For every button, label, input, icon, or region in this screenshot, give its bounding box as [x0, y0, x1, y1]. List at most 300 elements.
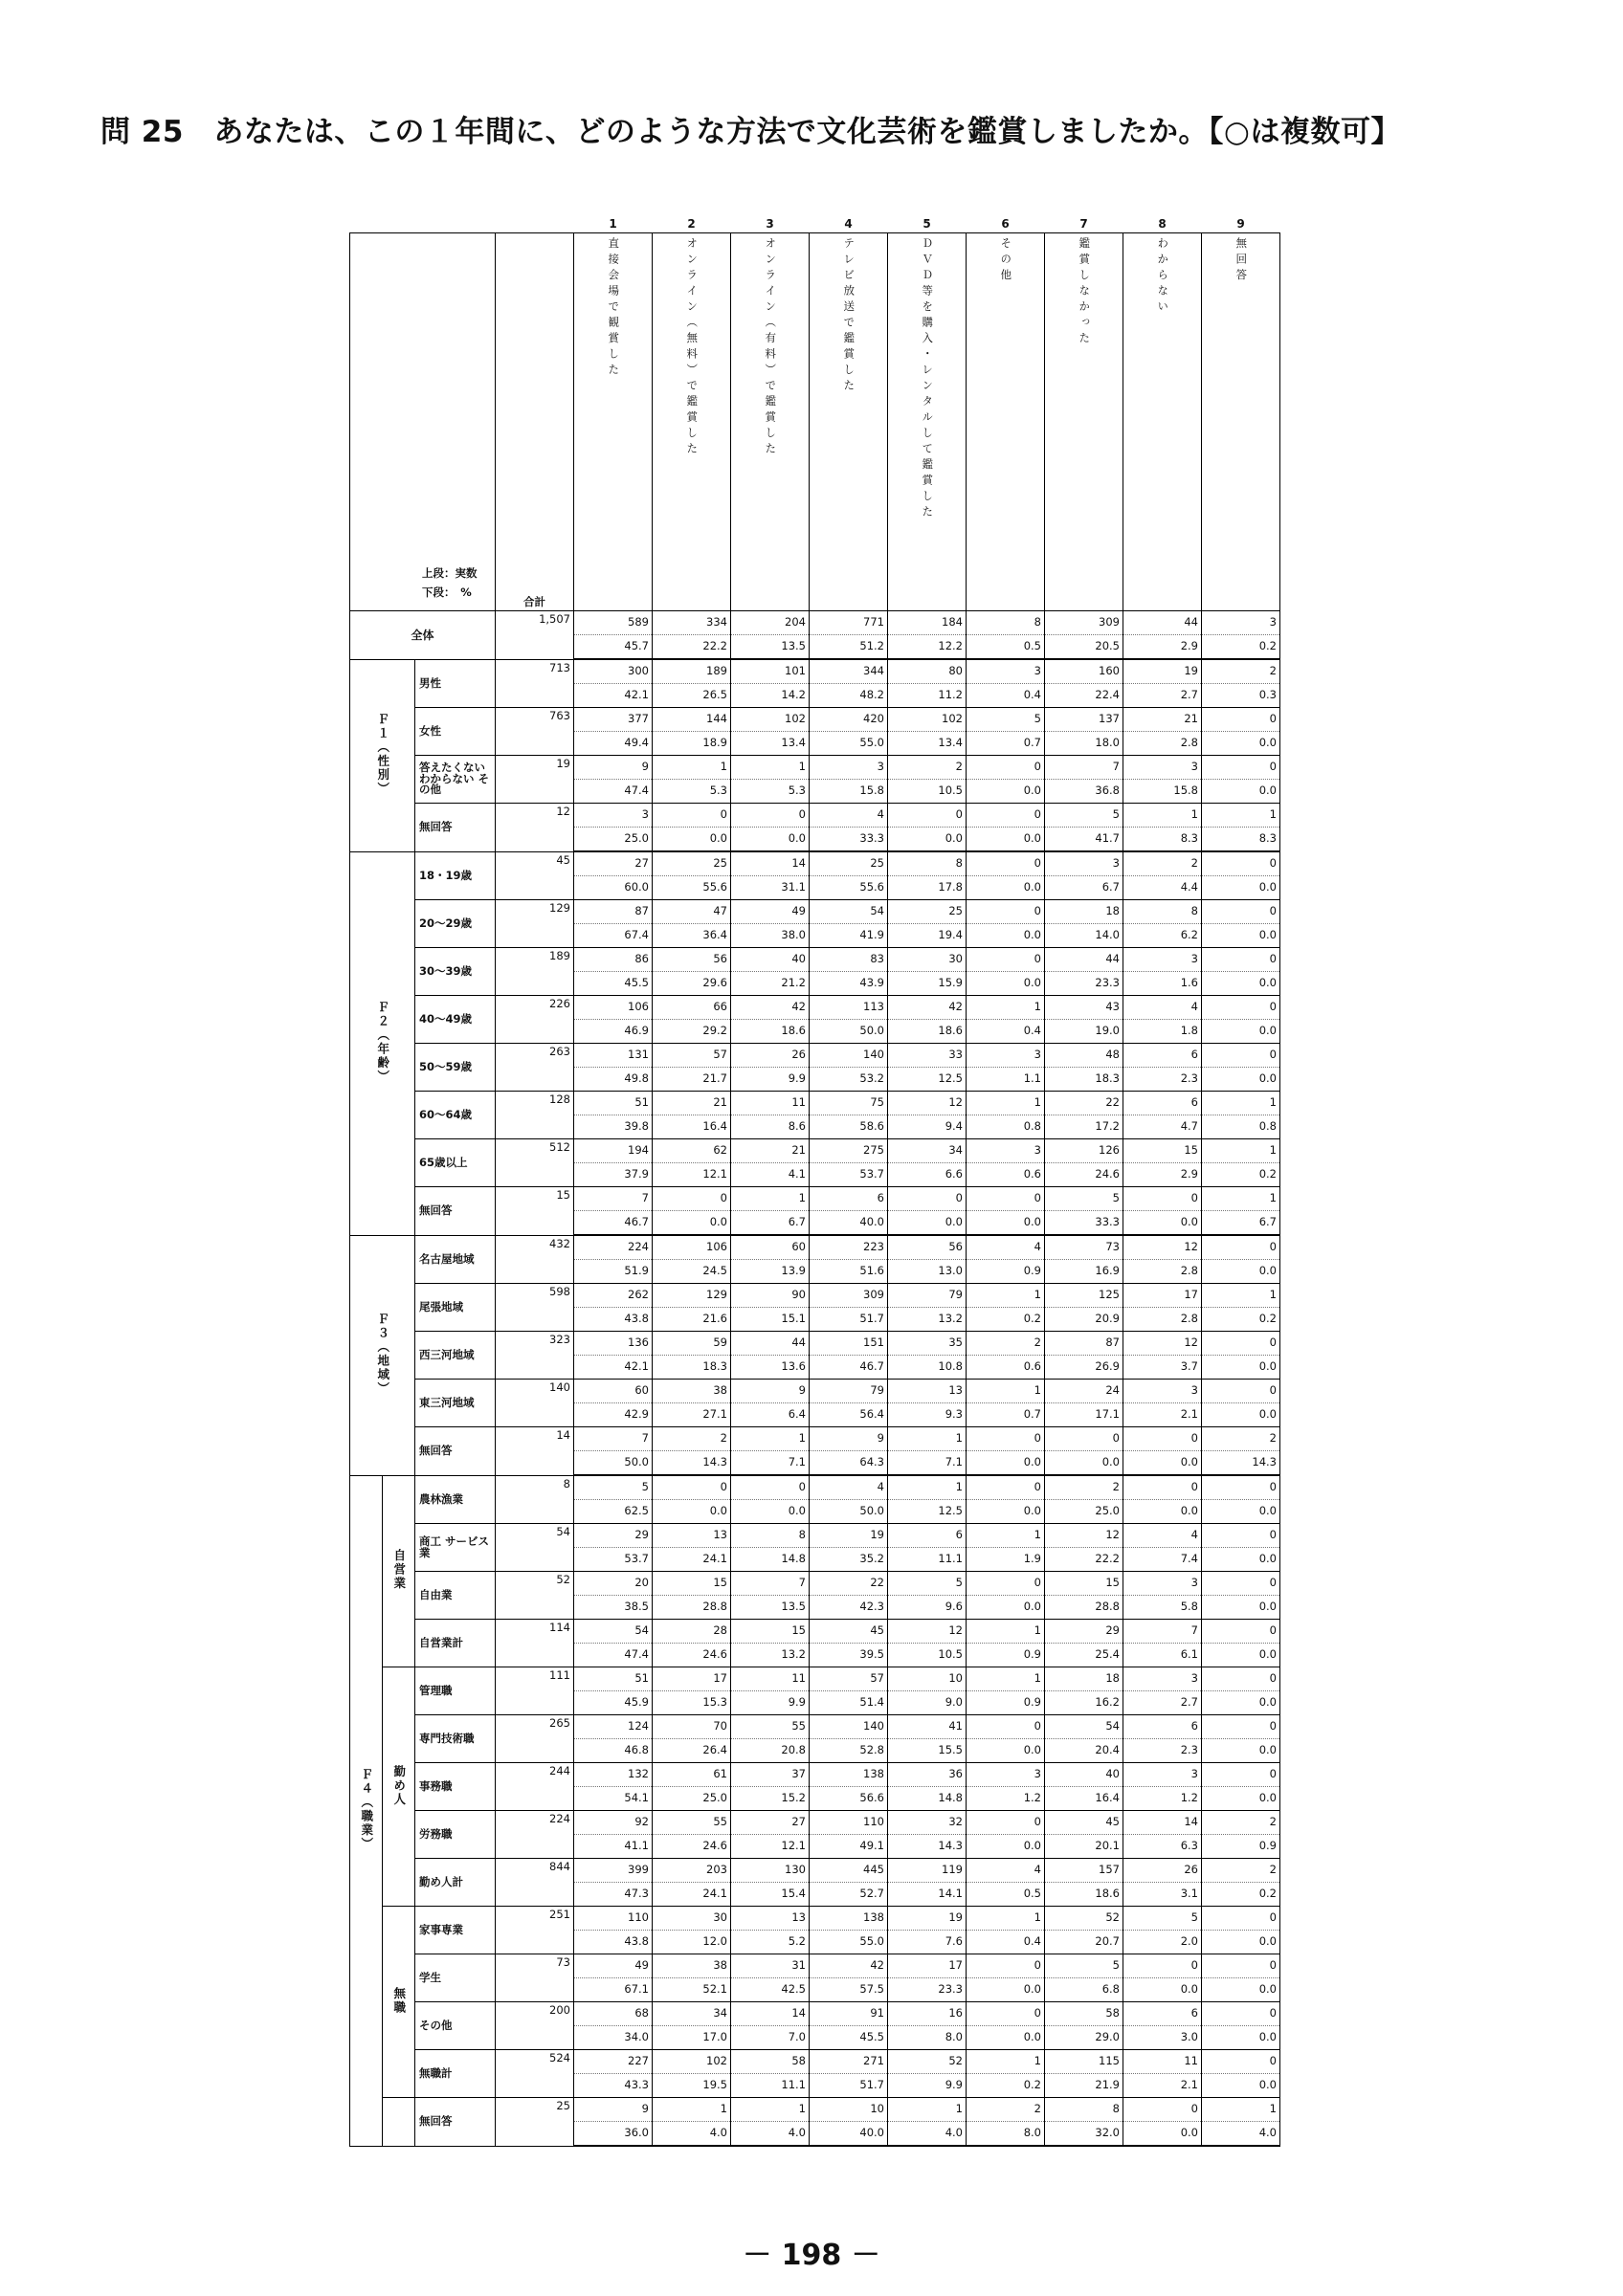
- percent-cell: 36.0: [574, 2122, 653, 2147]
- row-total: 128: [496, 1092, 574, 1139]
- count-cell: 1: [888, 1427, 967, 1451]
- percent-cell: 11.1: [731, 2074, 810, 2098]
- count-cell: 12: [1123, 1332, 1202, 1356]
- count-cell: 45: [810, 1620, 888, 1644]
- vertical-label-text: ＤＶＤ等を購入・レンタルして鑑賞した: [921, 237, 935, 521]
- percent-cell: 18.6: [1045, 1883, 1123, 1907]
- table-row-counts: [350, 1332, 1280, 1356]
- percent-cell: 0.0: [1202, 732, 1280, 756]
- percent-cell: 0.0: [1202, 1403, 1280, 1427]
- percent-cell: 2.8: [1123, 1308, 1202, 1332]
- count-cell: 5: [574, 1475, 653, 1500]
- count-cell: 79: [810, 1380, 888, 1403]
- row-label: 西三河地域: [415, 1332, 496, 1380]
- percent-cell: 41.1: [574, 1835, 653, 1859]
- column-number: 5: [923, 217, 931, 231]
- count-cell: 26: [1123, 1859, 1202, 1883]
- count-cell: 8: [731, 1524, 810, 1548]
- table-row-counts: [350, 2002, 1280, 2026]
- percent-cell: 9.3: [888, 1403, 967, 1427]
- percent-cell: 0.0: [888, 1211, 967, 1236]
- count-cell: 36: [888, 1763, 967, 1787]
- row-total: 129: [496, 900, 574, 948]
- row-total: 189: [496, 948, 574, 996]
- count-cell: 18: [1045, 900, 1123, 924]
- percent-cell: 46.7: [574, 1211, 653, 1236]
- count-cell: 1: [967, 1092, 1045, 1115]
- count-cell: 21: [653, 1092, 731, 1115]
- count-cell: 1: [1202, 1092, 1280, 1115]
- percent-cell: 15.2: [731, 1787, 810, 1811]
- percent-cell: 29.0: [1045, 2026, 1123, 2050]
- percent-cell: 21.9: [1045, 2074, 1123, 2098]
- percent-cell: 60.0: [574, 876, 653, 900]
- count-cell: 2: [1202, 659, 1280, 684]
- row-label: 事務職: [415, 1763, 496, 1811]
- percent-cell: 20.5: [1045, 635, 1123, 660]
- percent-cell: 24.6: [1045, 1163, 1123, 1187]
- row-label: 無職計: [415, 2050, 496, 2098]
- count-cell: 227: [574, 2050, 653, 2074]
- percent-cell: 0.9: [967, 1691, 1045, 1715]
- percent-cell: 29.6: [653, 972, 731, 996]
- count-cell: 28: [653, 1620, 731, 1644]
- percent-cell: 7.6: [888, 1931, 967, 1954]
- count-cell: 14: [731, 851, 810, 876]
- vertical-label-text: オンライン（無料）で鑑賞した: [685, 237, 700, 458]
- percent-cell: 0.0: [1202, 780, 1280, 804]
- count-cell: 1: [653, 756, 731, 780]
- count-cell: 110: [574, 1907, 653, 1931]
- subgroup-label: [383, 1667, 415, 1907]
- percent-cell: 0.4: [967, 684, 1045, 708]
- count-cell: 1: [967, 1380, 1045, 1403]
- count-cell: 0: [731, 804, 810, 828]
- percent-cell: 43.8: [574, 1931, 653, 1954]
- table-row-counts: [350, 708, 1280, 732]
- count-cell: 0: [1202, 1332, 1280, 1356]
- count-cell: 1: [731, 1187, 810, 1211]
- count-cell: 3: [967, 1139, 1045, 1163]
- percent-cell: 0.2: [1202, 1883, 1280, 1907]
- row-label: 専門技術職: [415, 1715, 496, 1763]
- percent-cell: 14.2: [731, 684, 810, 708]
- percent-cell: 0.0: [1123, 2122, 1202, 2147]
- percent-cell: 11.2: [888, 684, 967, 708]
- percent-cell: 2.3: [1123, 1739, 1202, 1763]
- percent-cell: 2.7: [1123, 1691, 1202, 1715]
- column-header: [1045, 233, 1123, 611]
- count-cell: 140: [810, 1715, 888, 1739]
- row-total: 323: [496, 1332, 574, 1380]
- count-cell: 2: [1202, 1427, 1280, 1451]
- count-cell: 309: [810, 1284, 888, 1308]
- count-cell: 5: [1123, 1907, 1202, 1931]
- count-cell: 34: [653, 2002, 731, 2026]
- percent-cell: 29.2: [653, 1020, 731, 1044]
- percent-cell: 0.0: [1202, 2026, 1280, 2050]
- percent-cell: 51.4: [810, 1691, 888, 1715]
- percent-cell: 24.6: [653, 1644, 731, 1667]
- percent-cell: 28.8: [1045, 1596, 1123, 1620]
- column-number: 8: [1158, 217, 1167, 231]
- percent-cell: 49.4: [574, 732, 653, 756]
- percent-cell: 14.8: [888, 1787, 967, 1811]
- count-cell: 80: [888, 659, 967, 684]
- percent-cell: 20.4: [1045, 1739, 1123, 1763]
- percent-cell: 14.1: [888, 1883, 967, 1907]
- percent-cell: 33.3: [1045, 1211, 1123, 1236]
- count-cell: 194: [574, 1139, 653, 1163]
- count-cell: 52: [1045, 1907, 1123, 1931]
- percent-cell: 22.2: [1045, 1548, 1123, 1572]
- percent-cell: 7.4: [1123, 1548, 1202, 1572]
- percent-cell: 36.4: [653, 924, 731, 948]
- count-cell: 771: [810, 611, 888, 635]
- table-row-counts: [350, 1187, 1280, 1211]
- table-row-counts: [350, 1667, 1280, 1691]
- page-title: 問 25 あなたは、この１年間に、どのような方法で文化芸術を鑑賞しましたか。【○は複数可】: [100, 115, 1401, 149]
- count-cell: 0: [1202, 756, 1280, 780]
- percent-cell: 0.4: [967, 1931, 1045, 1954]
- row-total: 45: [496, 851, 574, 900]
- percent-cell: 0.0: [653, 1211, 731, 1236]
- percent-cell: 57.5: [810, 1978, 888, 2002]
- percent-cell: 0.0: [1202, 1068, 1280, 1092]
- count-cell: 4: [1123, 1524, 1202, 1548]
- percent-cell: 52.8: [810, 1739, 888, 1763]
- count-cell: 12: [1123, 1235, 1202, 1260]
- column-number: 4: [844, 217, 853, 231]
- percent-cell: 31.1: [731, 876, 810, 900]
- table-row-counts: [350, 1044, 1280, 1068]
- count-cell: 8: [888, 851, 967, 876]
- count-cell: 0: [1202, 851, 1280, 876]
- count-cell: 3: [1123, 1380, 1202, 1403]
- count-cell: 204: [731, 611, 810, 635]
- count-cell: 0: [1202, 1763, 1280, 1787]
- count-cell: 4: [1123, 996, 1202, 1020]
- count-cell: 79: [888, 1284, 967, 1308]
- percent-cell: 0.0: [1202, 2074, 1280, 2098]
- percent-cell: 0.0: [1202, 1356, 1280, 1380]
- column-number: 9: [1236, 217, 1245, 231]
- count-cell: 3: [574, 804, 653, 828]
- percent-cell: 45.5: [574, 972, 653, 996]
- count-cell: 68: [574, 2002, 653, 2026]
- percent-cell: 21.7: [653, 1068, 731, 1092]
- percent-cell: 0.0: [1202, 1739, 1280, 1763]
- percent-cell: 8.0: [888, 2026, 967, 2050]
- count-cell: 51: [574, 1667, 653, 1691]
- row-label: 尾張地域: [415, 1284, 496, 1332]
- count-cell: 124: [574, 1715, 653, 1739]
- count-cell: 2: [653, 1427, 731, 1451]
- percent-cell: 3.0: [1123, 2026, 1202, 2050]
- count-cell: 0: [967, 900, 1045, 924]
- count-cell: 5: [967, 708, 1045, 732]
- row-label: 40～49歳: [415, 996, 496, 1044]
- percent-cell: 0.0: [1202, 1548, 1280, 1572]
- percent-cell: 7.1: [731, 1451, 810, 1476]
- table-row-counts: [350, 1572, 1280, 1596]
- row-total: 140: [496, 1380, 574, 1427]
- row-label: 60～64歳: [415, 1092, 496, 1139]
- count-cell: 17: [888, 1954, 967, 1978]
- count-cell: 0: [653, 1475, 731, 1500]
- column-header: [888, 233, 967, 611]
- count-cell: 49: [574, 1954, 653, 1978]
- count-cell: 7: [1045, 756, 1123, 780]
- count-cell: 184: [888, 611, 967, 635]
- count-cell: 9: [731, 1380, 810, 1403]
- count-cell: 11: [731, 1092, 810, 1115]
- subgroup-label: [383, 2098, 415, 2147]
- percent-cell: 0.0: [1123, 1211, 1202, 1236]
- count-cell: 3: [1123, 1572, 1202, 1596]
- overall-row-counts: [350, 611, 1280, 635]
- count-cell: 1: [967, 1284, 1045, 1308]
- percent-cell: 45.5: [810, 2026, 888, 2050]
- count-cell: 0: [1202, 996, 1280, 1020]
- count-cell: 0: [1202, 900, 1280, 924]
- count-cell: 5: [1045, 1954, 1123, 1978]
- percent-cell: 15.8: [1123, 780, 1202, 804]
- count-cell: 48: [1045, 1044, 1123, 1068]
- count-cell: 90: [731, 1284, 810, 1308]
- count-cell: 223: [810, 1235, 888, 1260]
- table-row-counts: [350, 1524, 1280, 1548]
- count-cell: 144: [653, 708, 731, 732]
- count-cell: 38: [653, 1954, 731, 1978]
- percent-cell: 43.3: [574, 2074, 653, 2098]
- percent-cell: 12.0: [653, 1931, 731, 1954]
- column-number: 6: [1001, 217, 1010, 231]
- count-cell: 1: [1123, 804, 1202, 828]
- count-cell: 8: [1123, 900, 1202, 924]
- percent-cell: 17.1: [1045, 1403, 1123, 1427]
- count-cell: 2: [888, 756, 967, 780]
- percent-cell: 0.0: [967, 1739, 1045, 1763]
- row-label: 名古屋地域: [415, 1235, 496, 1284]
- count-cell: 4: [810, 804, 888, 828]
- row-total: 14: [496, 1427, 574, 1476]
- count-cell: 14: [731, 2002, 810, 2026]
- percent-cell: 2.3: [1123, 1068, 1202, 1092]
- percent-cell: 13.9: [731, 1260, 810, 1284]
- count-cell: 0: [1202, 1620, 1280, 1644]
- row-total: 844: [496, 1859, 574, 1907]
- table-row-counts: [350, 996, 1280, 1020]
- count-cell: 25: [888, 900, 967, 924]
- table-row-counts: [350, 948, 1280, 972]
- percent-cell: 42.1: [574, 1356, 653, 1380]
- vertical-label-text: その他: [999, 237, 1013, 285]
- count-cell: 30: [653, 1907, 731, 1931]
- percent-cell: 14.3: [1202, 1451, 1280, 1476]
- count-cell: 0: [1123, 1475, 1202, 1500]
- count-cell: 30: [888, 948, 967, 972]
- percent-cell: 6.3: [1123, 1835, 1202, 1859]
- count-cell: 1: [967, 2050, 1045, 2074]
- percent-cell: 16.4: [1045, 1787, 1123, 1811]
- percent-cell: 15.4: [731, 1883, 810, 1907]
- count-cell: 0: [1202, 1235, 1280, 1260]
- row-total: 713: [496, 659, 574, 708]
- count-cell: 1: [1202, 804, 1280, 828]
- count-cell: 1: [967, 1620, 1045, 1644]
- row-label: 30～39歳: [415, 948, 496, 996]
- count-cell: 40: [1045, 1763, 1123, 1787]
- percent-cell: 24.1: [653, 1548, 731, 1572]
- percent-cell: 0.0: [967, 2026, 1045, 2050]
- row-label: 労務職: [415, 1811, 496, 1859]
- row-label: 無回答: [415, 1427, 496, 1476]
- percent-cell: 50.0: [810, 1020, 888, 1044]
- count-cell: 130: [731, 1859, 810, 1883]
- percent-cell: 22.2: [653, 635, 731, 660]
- percent-cell: 9.4: [888, 1115, 967, 1139]
- count-cell: 0: [967, 1187, 1045, 1211]
- count-cell: 0: [1202, 1044, 1280, 1068]
- count-cell: 17: [653, 1667, 731, 1691]
- row-label: 答えたくない わからない その他: [415, 756, 496, 804]
- percent-cell: 51.9: [574, 1260, 653, 1284]
- percent-cell: 10.5: [888, 780, 967, 804]
- percent-cell: 0.0: [967, 876, 1045, 900]
- count-cell: 0: [1123, 1427, 1202, 1451]
- row-total: 25: [496, 2098, 574, 2147]
- row-total: 265: [496, 1715, 574, 1763]
- row-total: 52: [496, 1572, 574, 1620]
- count-cell: 300: [574, 659, 653, 684]
- percent-cell: 6.7: [731, 1211, 810, 1236]
- percent-cell: 0.0: [967, 828, 1045, 852]
- count-cell: 57: [653, 1044, 731, 1068]
- count-cell: 445: [810, 1859, 888, 1883]
- count-cell: 271: [810, 2050, 888, 2074]
- count-cell: 334: [653, 611, 731, 635]
- count-cell: 10: [810, 2098, 888, 2122]
- total-header: 合計: [496, 233, 574, 611]
- table-row-counts: [350, 1811, 1280, 1835]
- column-header: [967, 233, 1045, 611]
- count-cell: 25: [653, 851, 731, 876]
- percent-cell: 34.0: [574, 2026, 653, 2050]
- percent-cell: 20.1: [1045, 1835, 1123, 1859]
- count-cell: 56: [888, 1235, 967, 1260]
- percent-cell: 58.6: [810, 1115, 888, 1139]
- percent-cell: 54.1: [574, 1787, 653, 1811]
- row-label: その他: [415, 2002, 496, 2050]
- percent-cell: 56.6: [810, 1787, 888, 1811]
- percent-cell: 1.1: [967, 1068, 1045, 1092]
- percent-cell: 46.8: [574, 1739, 653, 1763]
- percent-cell: 13.2: [888, 1308, 967, 1332]
- count-cell: 189: [653, 659, 731, 684]
- percent-cell: 0.0: [967, 924, 1045, 948]
- count-cell: 29: [1045, 1620, 1123, 1644]
- count-cell: 13: [653, 1524, 731, 1548]
- percent-cell: 45.7: [574, 635, 653, 660]
- count-cell: 131: [574, 1044, 653, 1068]
- count-cell: 0: [967, 1811, 1045, 1835]
- count-cell: 25: [810, 851, 888, 876]
- percent-cell: 14.0: [1045, 924, 1123, 948]
- percent-cell: 1.6: [1123, 972, 1202, 996]
- row-total: 114: [496, 1620, 574, 1667]
- percent-cell: 5.8: [1123, 1596, 1202, 1620]
- column-header: [810, 233, 888, 611]
- percent-cell: 0.0: [1202, 1931, 1280, 1954]
- count-cell: 19: [1123, 659, 1202, 684]
- count-cell: 54: [1045, 1715, 1123, 1739]
- row-label: 無回答: [415, 1187, 496, 1236]
- count-cell: 8: [1045, 2098, 1123, 2122]
- column-header: [731, 233, 810, 611]
- count-cell: 83: [810, 948, 888, 972]
- percent-cell: 6.1: [1123, 1644, 1202, 1667]
- row-label: 男性: [415, 659, 496, 708]
- table-row-counts: [350, 1859, 1280, 1883]
- header-corner: [350, 233, 496, 611]
- percent-cell: 51.6: [810, 1260, 888, 1284]
- count-cell: 4: [967, 1235, 1045, 1260]
- percent-cell: 49.8: [574, 1068, 653, 1092]
- table-row-counts: [350, 1092, 1280, 1115]
- vertical-label-text: Ｆ３（地域）: [375, 1312, 390, 1396]
- count-cell: 42: [888, 996, 967, 1020]
- percent-cell: 0.0: [1202, 1596, 1280, 1620]
- percent-cell: 15.8: [810, 780, 888, 804]
- row-total: 54: [496, 1524, 574, 1572]
- percent-cell: 0.0: [967, 780, 1045, 804]
- percent-cell: 8.0: [967, 2122, 1045, 2147]
- percent-cell: 0.0: [1202, 1500, 1280, 1524]
- percent-cell: 4.0: [888, 2122, 967, 2147]
- count-cell: 0: [967, 1572, 1045, 1596]
- count-cell: 12: [888, 1092, 967, 1115]
- count-cell: 55: [731, 1715, 810, 1739]
- percent-cell: 42.3: [810, 1596, 888, 1620]
- count-cell: 45: [1045, 1811, 1123, 1835]
- percent-cell: 0.9: [1202, 1835, 1280, 1859]
- crosstab-table: [349, 215, 1279, 2147]
- count-cell: 44: [1123, 611, 1202, 635]
- count-cell: 57: [810, 1667, 888, 1691]
- vertical-label-text: Ｆ２（年齢）: [375, 1000, 390, 1084]
- percent-cell: 52.1: [653, 1978, 731, 2002]
- vertical-label-text: 無職: [391, 1986, 407, 2015]
- count-cell: 151: [810, 1332, 888, 1356]
- vertical-label-text: 直接会場で観賞した: [607, 237, 621, 380]
- count-cell: 44: [731, 1332, 810, 1356]
- percent-cell: 11.1: [888, 1548, 967, 1572]
- row-label: 無回答: [415, 804, 496, 852]
- percent-cell: 9.6: [888, 1596, 967, 1620]
- count-cell: 60: [574, 1380, 653, 1403]
- count-cell: 0: [967, 948, 1045, 972]
- percent-cell: 0.7: [967, 732, 1045, 756]
- percent-cell: 2.9: [1123, 635, 1202, 660]
- percent-cell: 51.7: [810, 1308, 888, 1332]
- count-cell: 87: [574, 900, 653, 924]
- count-cell: 0: [967, 1475, 1045, 1500]
- count-cell: 3: [1123, 1667, 1202, 1691]
- percent-cell: 32.0: [1045, 2122, 1123, 2147]
- percent-cell: 16.4: [653, 1115, 731, 1139]
- count-cell: 102: [731, 708, 810, 732]
